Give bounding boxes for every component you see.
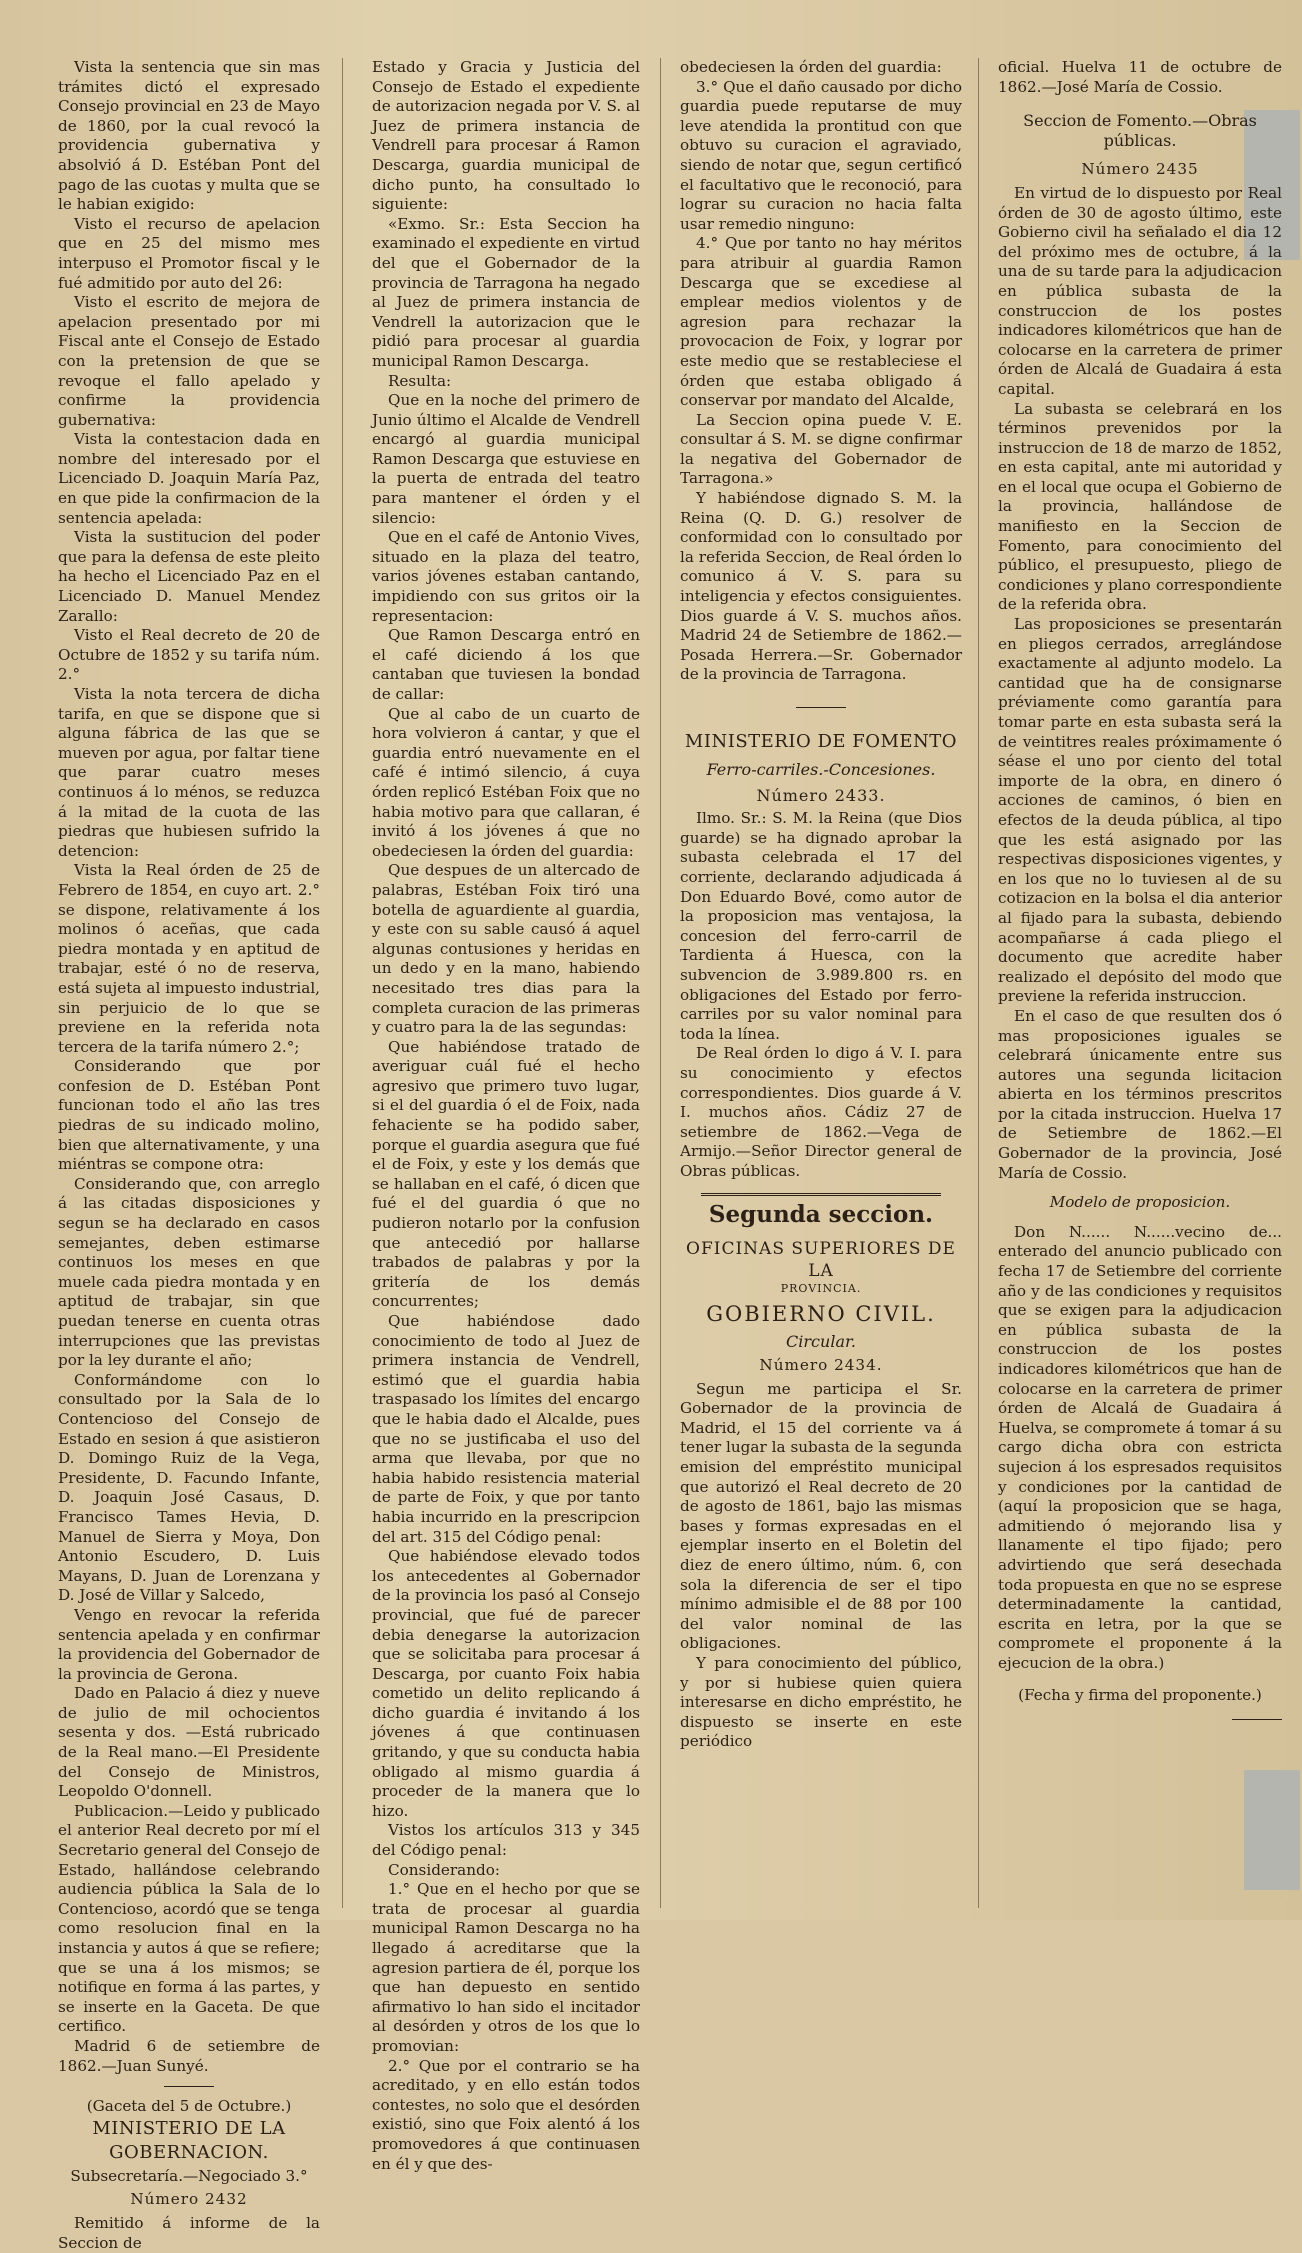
paragraph: Que despues de un altercado de palabras, Estéban Foix tiró una botella de aguardiente al guardia, y este con su sable causó á aquel algunas contusiones y heridas en un dedo y en la mano, habiendo necesitado tres dias para la completa curacion de las primeras y cuatro para la de las segundas: xyxy=(372,861,640,1037)
paragraph: obedeciesen la órden del guardia: xyxy=(680,58,942,76)
gaceta-source: (Gaceta del 5 de Octubre.) xyxy=(86,2097,292,2116)
double-rule xyxy=(701,1193,941,1196)
paragraph: Conformándome con lo consultado por la Sala de lo Contencioso del Consejo de Estado en sesion á que asistieron D. Domingo Ruiz de la Vega, Presidente, D. Facundo Infante, D. Joaquin José Casaus, D. Francisco Tames Hevia, D. Manuel de Sierra y Moya, Don Antonio Escudero, D. Luis Mayans, D. Juan de Lorenzana y D. José de Villar y Salcedo, xyxy=(58,1370,320,1605)
column-2 xyxy=(372,58,640,2173)
paragraph: De Real órden lo digo á V. I. para su conocimiento y efectos correspondientes. Dios guarde á V. I. muchos años. Cádiz 27 de setiembre de 1862.—Vega de Armijo.—Señor Director general de Obras públicas. xyxy=(680,1044,962,1180)
paragraph: 4.° Que por tanto no hay méritos para atribuir al guardia Ramon Descarga que se excediese al emplear medios violentos y de agresion para rechazar la provocacion de Foix, y lograr por este medio que se restableciese el órden que estaba obligado á conservar por mandato del Alcalde, xyxy=(680,234,962,410)
gobierno-civil-heading: GOBIERNO CIVIL. xyxy=(706,1302,936,1327)
column-rule xyxy=(342,58,343,1908)
separator xyxy=(1232,1719,1282,1720)
subsection-heading: Ferro-carriles.-Concesiones. xyxy=(706,760,936,779)
paragraph: Que en el café de Antonio Vives, situado en la plaza del teatro, varios jóvenes estaban cantando, impidiendo con sus gritos oir la representacion: xyxy=(372,528,640,625)
paragraph: Dado en Palacio á diez y nueve de julio de mil ochocientos sesenta y dos. —Está rubricado de la Real mano.—El Presidente del Consejo de Ministros, Leopoldo O'donnell. xyxy=(58,1684,320,1801)
section-heading-ministerio: MINISTERIO DE LA GOBERNACION. xyxy=(92,2117,286,2163)
paragraph: Don N...... N......vecino de... enterado del anuncio publicado con fecha 17 de Setiembre del corriente año y de las condiciones y requisitos que se exigen para la adjudicacion en pública subasta de la construccion de los postes indicadores kilométricos que han de colocarse en la carretera de primer órden de Alcalá de Guadaira á Huelva, se compromete á tomar á su cargo dicha obra con estricta sujecion á los espresados requisitos y condiciones por la cantidad de (aquí la proposicion que se haga, admitiendo ó mejorando lisa y llanamente el tipo fijado; pero advirtiendo que será desechada toda propuesta en que no se esprese determinadamente la cantidad, escrita en letra, por la que se compromete el proponente á la ejecucion de la obra.) xyxy=(998,1222,1282,1672)
paragraph: Vista la contestacion dada en nombre del interesado por el Licenciado D. Joaquin María Paz, en que pide la confirmacion de la sentencia apelada: xyxy=(58,430,320,527)
paragraph: Las proposiciones se presentarán en pliegos cerrados, arreglándose exactamente al adjunto modelo. La cantidad que ha de consignarse préviamente como garantía para tomar parte en esta subasta será la de veintitres reales próximamente ó séase el uno por ciento del total importe de la obra, en dinero ó acciones de caminos, ó bien en efectos de la deuda pública, al tipo que les está asignado por las respectivas disposiciones vigentes, y en los que no lo tuviesen al de su cotizacion en la bolsa el dia anterior al fijado para la subasta, debiendo acompañarse á cada pliego el documento que acredite haber realizado el depósito del modo que previene la referida instruccion. xyxy=(998,615,1282,1006)
column-rule xyxy=(660,58,661,1908)
paragraph: «Exmo. Sr.: Esta Seccion ha examinado el expediente en virtud del que el Gobernador de la provincia de Tarragona ha negado al Juez de primera instancia de Vendrell la autorizacion que le pidió para procesar al guardia municipal Ramon Descarga. xyxy=(372,214,640,370)
paragraph: Vista la nota tercera de dicha tarifa, en que se dispone que si alguna fábrica de las que se mueven por agua, por faltar tiene que parar cuatro meses continuos á lo ménos, se reduzca á la mitad de la cuota de las piedras que hubiesen sufrido la detencion: xyxy=(58,685,320,860)
paragraph: Vista la sustitucion del poder que para la defensa de este pleito ha hecho el Licenciado Paz en el Licenciado D. Manuel Mendez Zarallo: xyxy=(58,528,320,625)
document-number: Número 2432 xyxy=(130,2190,248,2209)
paragraph: Y para conocimiento del público, y por si hubiese quien quiera interesarse en dicho empréstito, he dispuesto se inserte en este periódico xyxy=(680,1653,962,1751)
paragraph: 1.° Que en el hecho por que se trata de procesar al guardia municipal Ramon Descarga no ha llegado á acreditarse que la agresion partiera de él, porque los que han depuesto en sentido afirmativo lo han sido el incitador al desórden y otros de los que lo promovian: xyxy=(372,1880,640,2055)
paragraph: Vista la Real órden de 25 de Febrero de 1854, en cuyo art. 2.° se dispone, relativamente á los molinos ó aceñas, que cada piedra montada y en aptitud de trabajar, esté ó no de reserva, está sujeta al impuesto industrial, sin perjuicio de lo que se previene en la referida nota tercera de la tarifa número 2.°; xyxy=(58,861,320,1056)
paragraph: 3.° Que el daño causado por dicho guardia puede reputarse de muy leve atendida la prontitud con que obtuvo su curacion el agraviado, siendo de notar que, segun certificó el facultativo que le reconoció, para lograr su curacion no hacia falta usar remedio ninguno: xyxy=(680,77,962,233)
circular-heading: Circular. xyxy=(786,1332,856,1352)
paragraph: Visto el escrito de mejora de apelacion presentado por mi Fiscal ante el Consejo de Estado con la pretension de que se revoque el fallo apelado y confirme la providencia gubernativa: xyxy=(58,293,320,429)
section-heading-segunda: Segunda seccion. xyxy=(708,1201,934,1229)
paragraph: Que habiéndose dado conocimiento de todo al Juez de primera instancia de Vendrell, estimó que el guardia habia traspasado los límites del encargo que le habia dado el Alcalde, pues que no se justificaba el uso del arma que llevaba, por que no habia habido resistencia material de parte de Foix, y que por tanto habia incurrido en la prescripcion del art. 315 del Código penal: xyxy=(372,1312,640,1546)
paragraph: En el caso de que resulten dos ó mas proposiciones iguales se celebrará únicamente entre sus autores una segunda licitacion abierta en los términos prescritos por la citada instruccion. Huelva 17 de Setiembre de 1862.—El Gobernador de la provincia, José María de Cossio. xyxy=(998,1006,1282,1182)
paragraph: Vistos los artículos 313 y 345 del Código penal: xyxy=(372,1821,640,1860)
paragraph: La subasta se celebrará en los términos prevenidos por la instruccion de 18 de marzo de 1852, en esta capital, ante mi autoridad y en el local que ocupa el Gobierno de la provincia, hallándose de manifiesto en la Seccion de Fomento, para conocimiento del público, el presupuesto, pliego de condiciones y plano correspondiente de la referida obra. xyxy=(998,399,1282,614)
paragraph: En virtud de lo dispuesto por Real órden de 30 de agosto último, este Gobierno civil ha señalado el dia 12 del próximo mes de octubre, á la una de su tarde para la adjudicacion en pública subasta de la construccion de los postes indicadores kilométricos que han de colocarse en la carretera de primer órden de Alcalá de Guadaira á esta capital. xyxy=(998,183,1282,398)
model-heading: Modelo de proposicion. xyxy=(1049,1193,1231,1212)
section-heading-ministerio: MINISTERIO DE FOMENTO xyxy=(684,731,958,752)
paragraph: Vengo en revocar la referida sentencia apelada y en confirmar la providencia del Gobernador de la provincia de Gerona. xyxy=(58,1605,320,1683)
column-4 xyxy=(998,58,1282,1916)
paragraph: Vista la sentencia que sin mas trámites dictó el expresado Consejo provincial en 23 de Mayo de 1860, por la cual revocó la providencia gubernativa y absolvió á D. Estéban Pont del pago de las cuotas y multa que se le habian exigido: xyxy=(58,58,320,214)
section-heading-fomento: Seccion de Fomento.—Obras públicas. xyxy=(1023,111,1257,150)
paragraph: Publicacion.—Leido y publicado el anterior Real decreto por mí el Secretario general del Consejo de Estado, hallándose celebrando audiencia pública la Sala de lo Contencioso, acordó que se tenga como resolucion final en la instancia y autos á que se refiere; que se una á los mismos; se notifique en forma á las partes, y se inserte en la Gaceta. De que certifico. xyxy=(58,1801,320,2036)
paragraph: Ilmo. Sr.: S. M. la Reina (que Dios guarde) se ha dignado aprobar la subasta celebrada el 17 del corriente, declarando adjudicada á Don Eduardo Bové, como autor de la proposicion mas ventajosa, la concesion del ferro-carril de Tardienta á Huesca, con la subvencion de 3.989.800 rs. en obligaciones del Estado por ferro-carriles por su valor nominal para toda la línea. xyxy=(680,809,962,1043)
column-1 xyxy=(58,58,320,2252)
separator xyxy=(164,2086,214,2087)
column-3 xyxy=(680,58,962,1916)
paragraph: Que habiéndose tratado de averiguar cuál fué el hecho agresivo que primero tuvo lugar, si el del guardia ó el de Foix, nada fehaciente se ha podido saber, porque el guardia asegura que fué el de Foix, y este y los demás que se hallaban en el café, ó dicen que fué el del guardia ó que no pudieron notarlo por la confusion que antecedió por hallarse trabados de palabras y por la gritería de los demás concurrentes; xyxy=(372,1037,640,1311)
paragraph: Que al cabo de un cuarto de hora volvieron á cantar, y que el guardia entró nuevamente en el café é intimó silencio, á cuya órden replicó Estéban Foix que no habia motivo para que callaran, é invitó á los jóvenes á que no obedeciesen la órden del guardia: xyxy=(372,704,640,860)
paragraph: Que en la noche del primero de Junio último el Alcalde de Vendrell encargó al guardia municipal Ramon Descarga que estuviese en la puerta de entrada del teatro para mantener el órden y el silencio: xyxy=(372,391,640,527)
paragraph: Madrid 6 de setiembre de 1862.—Juan Sunyé. xyxy=(58,2036,320,2075)
document-number: Número 2433. xyxy=(756,785,886,805)
column-rule xyxy=(978,58,979,1908)
document-number: Número 2435 xyxy=(1081,160,1199,179)
offices-heading: OFICINAS SUPERIORES DE LA xyxy=(686,1239,956,1282)
paragraph: Visto el Real decreto de 20 de Octubre de 1852 y su tarifa núm. 2.° xyxy=(58,626,320,684)
signature-line: (Fecha y firma del proponente.) xyxy=(1018,1685,1262,1704)
paragraph: Visto el recurso de apelacion que en 25 del mismo mes interpuso el Promotor fiscal y le fué admitido por auto del 26: xyxy=(58,214,320,292)
paragraph: Considerando que, con arreglo á las citadas disposiciones y segun se ha declarado en casos semejantes, deben estimarse continuos los meses en que muele cada piedra montada y en aptitud de trabajar, sin que puedan tenerse en cuenta otras interrupciones que las previstas por la ley durante el año; xyxy=(58,1174,320,1370)
paragraph: Remitido á informe de la Seccion de xyxy=(58,2213,320,2252)
province-heading: PROVINCIA. xyxy=(780,1282,862,1296)
paragraph: Considerando que por confesion de D. Estéban Pont funcionan todo el año las tres piedras de su indicado molino, bien que alternativamente, y una miéntras se compone otra: xyxy=(58,1057,320,1174)
subsection-heading: Subsecretaría.—Negociado 3.° xyxy=(70,2166,308,2185)
paragraph: Considerando: xyxy=(388,1860,500,1879)
paragraph: Que Ramon Descarga entró en el café diciendo á los que cantaban que tuviesen la bondad de callar: xyxy=(372,626,640,703)
separator xyxy=(796,707,846,708)
document-number: Número 2434. xyxy=(759,1356,883,1375)
paragraph: Estado y Gracia y Justicia del Consejo de Estado el expediente de autorizacion negada por V. S. al Juez de primera instancia de Vendrell para procesar á Ramon Descarga, guardia municipal de dicho punto, ha consultado lo siguiente: xyxy=(372,58,640,214)
paragraph: 2.° Que por el contrario se ha acreditado, y en ello están todos contestes, no solo que el desórden existió, sino que Foix alentó á los promovedores á que continuasen en él y que des- xyxy=(372,2056,640,2173)
paragraph: Segun me participa el Sr. Gobernador de la provincia de Madrid, el 15 del corriente va á tener lugar la subasta de la segunda emision del empréstito municipal que autorizó el Real decreto de 20 de agosto de 1861, bajo las mismas bases y formas expresadas en el ejemplar inserto en el Boletin del diez de enero último, núm. 6, con sola la diferencia de ser el tipo mínimo admisible el de 88 por 100 del valor nominal de las obligaciones. xyxy=(680,1379,962,1653)
paragraph: Resulta: xyxy=(388,371,452,390)
paragraph: oficial. Huelva 11 de octubre de 1862.—José María de Cossio. xyxy=(998,58,1282,96)
paragraph: Y habiéndose dignado S. M. la Reina (Q. D. G.) resolver de conformidad con lo consultado por la referida Seccion, de Real órden lo comunico á V. S. para su inteligencia y efectos consiguientes. Dios guarde á V. S. muchos años. Madrid 24 de Setiembre de 1862.—Posada Herrera.—Sr. Gobernador de la provincia de Tarragona. xyxy=(680,489,962,684)
paragraph: La Seccion opina puede V. E. consultar á S. M. se digne confirmar la negativa del Gobernador de Tarragona.» xyxy=(680,410,962,488)
paragraph: Que habiéndose elevado todos los antecedentes al Gobernador de la provincia los pasó al Consejo provincial, que fué de parecer debia denegarse la autorizacion que se solicitaba para procesar á Descarga, por cuanto Foix habia cometido un delito replicando á dicho guardia é invitando á los jóvenes á que continuasen gritando, y que su conducta habia obligado al mismo guardia á proceder de la manera que lo hizo. xyxy=(372,1547,640,1820)
